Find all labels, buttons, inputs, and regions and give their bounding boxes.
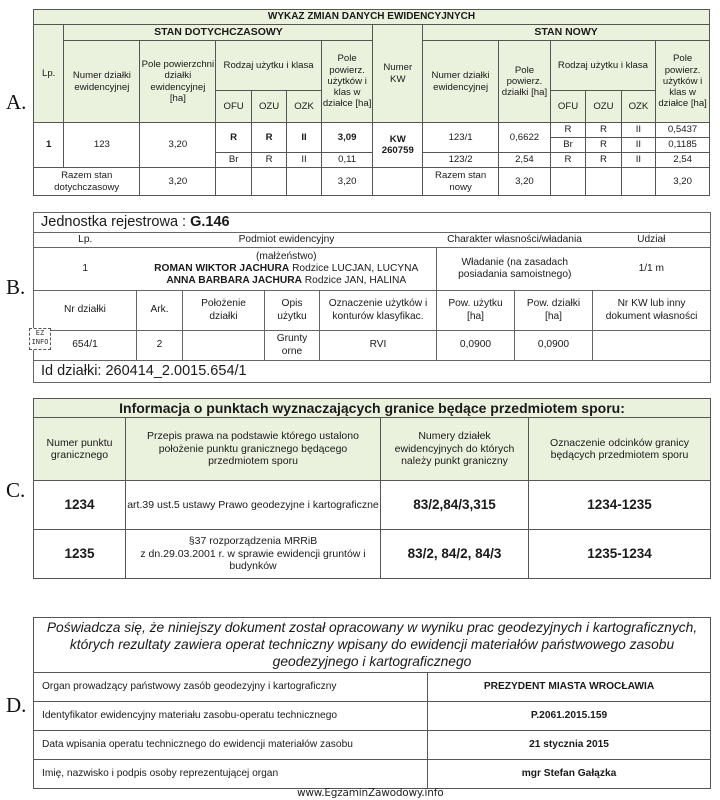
option-label-c: C. — [6, 478, 26, 502]
header-new-state: STAN NOWY — [423, 25, 710, 41]
cert-value: P.2061.2015.159 — [428, 702, 711, 731]
cell-old-ozu-2: R — [251, 153, 286, 168]
new-total-area: 3,20 — [499, 168, 551, 196]
point-parcels: 83/2, 84/2, 84/3 — [381, 530, 529, 579]
owner-subject — [137, 248, 437, 291]
point-law-line: §37 rozporządzenia MRRiB — [188, 535, 318, 548]
header-old-ozk: OZK — [287, 91, 321, 123]
header-kw-number: Numer KW — [373, 25, 423, 123]
header-new-parcel-number: Numer działki ewidencyjnej — [423, 41, 499, 123]
cert-value: PREZYDENT MIASTA WROCŁAWIA — [428, 673, 711, 702]
point-segments: 1234-1235 — [529, 481, 711, 530]
certification-table — [33, 617, 711, 789]
header-new-ofu: OFU — [550, 91, 585, 123]
change-register-table — [33, 9, 710, 196]
option-label-a: A. — [6, 90, 27, 114]
cell-old-parcel: 123 — [64, 123, 140, 168]
owner-1-name: ROMAN WIKTOR JACHURA — [154, 262, 290, 274]
header-segments: Oznaczenie odcinków granicy będących przedmiotem sporu — [529, 418, 711, 481]
header-old-state: STAN DOTYCHCZASOWY — [64, 25, 373, 41]
header-old-use-area: Pole powierz. użytków i klas w działce [ha] — [321, 41, 373, 123]
table-title: WYKAZ ZMIAN DANYCH EWIDENCYJNYCH — [34, 10, 710, 25]
owner-lp: 1 — [34, 248, 137, 291]
cert-label: Imię, nazwisko i podpis osoby reprezentującej organ — [34, 760, 428, 789]
cert-label: Data wpisania operatu technicznego do ewidencji materiałów zasobu — [34, 731, 428, 760]
cell-new-ozk-1b: II — [621, 138, 655, 153]
cell-new-area-2: 2,54 — [499, 153, 551, 168]
point-number: 1235 — [34, 530, 126, 579]
cell-new-ozk-2: II — [621, 153, 655, 168]
header-lp: Lp. — [34, 233, 137, 248]
owner-share: 1/1 m — [593, 248, 711, 291]
register-unit-label: Jednostka rejestrowa : — [41, 213, 191, 230]
cell-new-ozu-1a: R — [586, 123, 621, 138]
owner-2-parents: Rodzice JAN, HALINA — [301, 275, 407, 287]
new-total-label: Razem stan nowy — [423, 168, 499, 196]
owner-character: Władanie (na zasadach posiadania samoistnego) — [437, 248, 593, 291]
header-lp: Lp. — [34, 25, 64, 123]
header-parcels: Numery działek ewidencyjnych do których należy punkt graniczny — [381, 418, 529, 481]
point-law: art.39 ust.5 ustawy Prawo geodezyjne i kartograficzne — [126, 481, 381, 530]
cell-old-area: 3,20 — [140, 123, 216, 168]
cell-kw: KW 260759 — [373, 123, 423, 168]
point-parcels: 83/2,84/3,315 — [381, 481, 529, 530]
point-law — [126, 530, 381, 579]
header-parcel-area: Pow. działki [ha] — [515, 291, 593, 331]
option-label-b: B. — [6, 275, 26, 299]
cell-old-use-area-1: 3,09 — [321, 123, 373, 153]
header-old-ofu: OFU — [216, 91, 251, 123]
parcel-use-desc: Grunty orne — [265, 331, 320, 361]
parcel-id-row — [34, 361, 711, 383]
ezinfo-stamp-icon: EZ INFO — [29, 328, 51, 350]
parcel-use-marking: RVI — [320, 331, 437, 361]
option-label-d: D. — [6, 693, 27, 717]
parcel-number: 654/1 — [34, 331, 137, 361]
header-character: Charakter własności/władania — [437, 233, 593, 248]
header-share: Udział — [593, 233, 711, 248]
new-total-use-area: 3,20 — [656, 168, 710, 196]
cell-new-ofu-1b: Br — [550, 138, 585, 153]
header-old-ozu: OZU — [251, 91, 286, 123]
owner-marriage: (małżeństwo) — [255, 250, 317, 262]
parcel-area: 0,0900 — [515, 331, 593, 361]
cell-new-ozu-2: R — [586, 153, 621, 168]
header-new-use-class: Rodzaj użytku i klasa — [550, 41, 655, 91]
cell-new-ofu-2: R — [550, 153, 585, 168]
header-subject: Podmiot ewidencyjny — [137, 233, 437, 248]
parcel-id-label: Id działki: — [41, 362, 106, 379]
cell-new-use-area-1a: 0,5437 — [656, 123, 710, 138]
cell-old-ofu-2: Br — [216, 153, 251, 168]
cell-new-ozk-1a: II — [621, 123, 655, 138]
header-new-ozk: OZK — [621, 91, 655, 123]
cell-new-parcel-2: 123/2 — [423, 153, 499, 168]
cell-new-area-1: 0,6622 — [499, 123, 551, 153]
register-unit — [34, 213, 711, 233]
cell-old-ofu-1: R — [216, 123, 251, 153]
old-total-area: 3,20 — [140, 168, 216, 196]
header-sheet: Ark. — [137, 291, 183, 331]
cell-new-ofu-1a: R — [550, 123, 585, 138]
header-old-parcel-area: Pole powierzchni działki ewidencyjnej [ha] — [140, 41, 216, 123]
parcel-use-area: 0,0900 — [437, 331, 515, 361]
cell-new-parcel-1: 123/1 — [423, 123, 499, 153]
cert-value: mgr Stefan Gałązka — [428, 760, 711, 789]
table-title: Informacja o punktach wyznaczających granice będące przedmiotem sporu: — [34, 399, 711, 418]
point-law-line: z dn.29.03.2001 r. w sprawie ewidencji gruntów i budynków — [140, 547, 366, 573]
header-use-marking: Oznaczenie użytków i konturów klasyfikac. — [320, 291, 437, 331]
header-use-desc: Opis użytku — [265, 291, 320, 331]
cell-old-use-area-2: 0,11 — [321, 153, 373, 168]
cell-new-use-area-2: 2,54 — [656, 153, 710, 168]
parcel-sheet: 2 — [137, 331, 183, 361]
cell-new-ozu-1b: R — [586, 138, 621, 153]
header-new-use-area: Pole powierz. użytków i klas w działce [ha] — [656, 41, 710, 123]
cert-label: Identyfikator ewidencyjny materiału zasobu-operatu technicznego — [34, 702, 428, 731]
register-unit-table — [33, 212, 711, 383]
cert-value: 21 stycznia 2015 — [428, 731, 711, 760]
cell-old-ozk-2: II — [287, 153, 321, 168]
point-number: 1234 — [34, 481, 126, 530]
certification-statement: Poświadcza się, że niniejszy dokument został opracowany w wyniku prac geodezyjnych i kartograficznych, których rezultaty zawiera operat techniczny wpisany do ewidencji materiałów państwowego zasobu geodezyjnego i kartograficznego — [34, 618, 711, 673]
header-old-parcel-number: Numer działki ewidencyjnej — [64, 41, 140, 123]
header-new-parcel-area: Pole powierz. działki [ha] — [499, 41, 551, 123]
cell-lp: 1 — [34, 123, 64, 168]
parcel-location — [183, 331, 265, 361]
owner-1-parents: Rodzice LUCJAN, LUCYNA — [289, 262, 419, 274]
cell-new-use-area-1b: 0,1185 — [656, 138, 710, 153]
header-old-use-class: Rodzaj użytku i klasa — [216, 41, 321, 91]
cert-label: Organ prowadzący państwowy zasób geodezyjny i kartograficzny — [34, 673, 428, 702]
header-kw: Nr KW lub inny dokument własności — [593, 291, 711, 331]
header-location: Położenie działki — [183, 291, 265, 331]
old-total-label: Razem stan dotychczasowy — [34, 168, 140, 196]
cell-old-ozu-1: R — [251, 123, 286, 153]
header-use-area: Pow. użytku [ha] — [437, 291, 515, 331]
header-new-ozu: OZU — [586, 91, 621, 123]
cell-old-ozk-1: II — [287, 123, 321, 153]
register-unit-value: G.146 — [190, 213, 230, 230]
owner-2-name: ANNA BARBARA JACHURA — [166, 275, 302, 287]
parcel-id-value: 260414_2.0015.654/1 — [105, 362, 247, 379]
boundary-points-table — [33, 398, 711, 579]
old-total-use-area: 3,20 — [321, 168, 373, 196]
header-point-number: Numer punktu granicznego — [34, 418, 126, 481]
point-segments: 1235-1234 — [529, 530, 711, 579]
watermark: www.EgzaminZawodowy.info — [297, 787, 444, 799]
header-parcel-number: Nr działki — [34, 291, 137, 331]
parcel-kw — [593, 331, 711, 361]
header-law: Przepis prawa na podstawie którego ustalono położenie punktu granicznego będącego przedmiotem sporu — [126, 418, 381, 481]
